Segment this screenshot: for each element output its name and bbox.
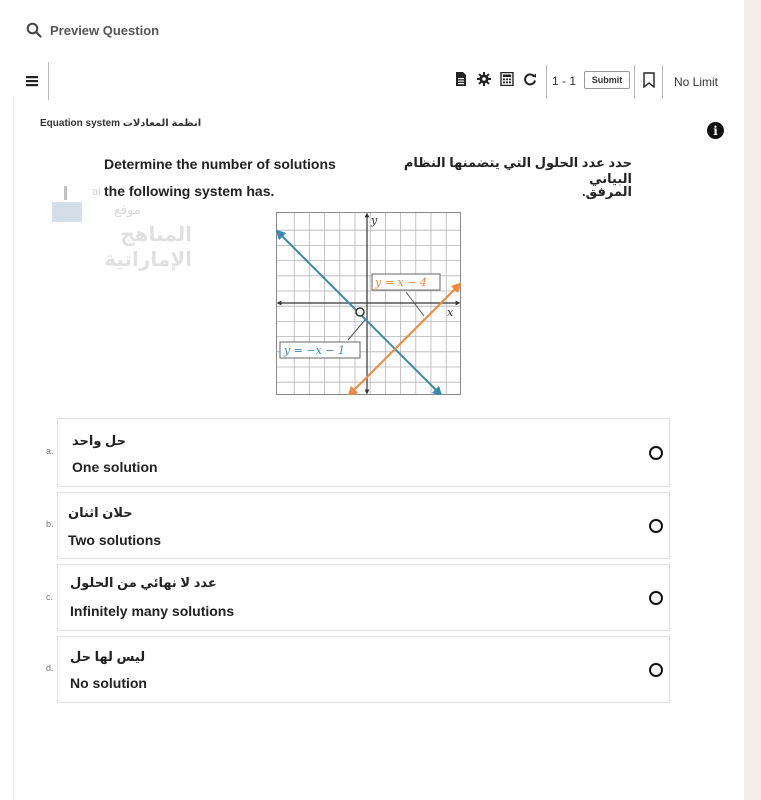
system-graph xyxy=(276,212,461,395)
option-b-text-ar: حلان اثنان xyxy=(68,505,133,520)
answer-option-d[interactable] xyxy=(57,636,670,703)
hamburger-icon[interactable] xyxy=(22,70,42,92)
option-c-text-ar: عدد لا نهائي من الحلول xyxy=(70,575,217,590)
option-c-text-en: Infinitely many solutions xyxy=(70,603,235,619)
option-a-letter: a. xyxy=(46,446,54,456)
option-a-text-en: One solution xyxy=(72,459,158,475)
page-title: Preview Question xyxy=(50,22,160,38)
option-b-letter: b. xyxy=(46,519,54,529)
option-d-letter: d. xyxy=(46,663,54,673)
option-a-text-ar: حل واحد xyxy=(72,433,126,448)
preview-header xyxy=(26,18,159,42)
search-icon xyxy=(26,22,42,38)
breadcrumb: انظمة المعادلات Equation system xyxy=(40,118,202,129)
divider xyxy=(662,65,663,99)
answer-option-b[interactable] xyxy=(57,492,670,559)
divider xyxy=(634,65,635,99)
radio-option-b[interactable] xyxy=(649,519,663,533)
question-text-ar-line2: المرفق. xyxy=(582,184,632,199)
bookmark-icon[interactable] xyxy=(642,72,656,88)
toolbar xyxy=(14,62,742,100)
radio-option-c[interactable] xyxy=(649,591,663,605)
page-indicator: 1 - 1 xyxy=(552,74,577,88)
gear-icon[interactable] xyxy=(477,72,491,86)
info-icon[interactable]: i xyxy=(707,122,724,139)
refresh-icon[interactable] xyxy=(523,72,537,86)
option-d-text-ar: ليس لها حل xyxy=(70,649,146,664)
radio-option-a[interactable] xyxy=(649,446,663,460)
option-b-text-en: Two solutions xyxy=(68,532,162,548)
y-axis-label: y xyxy=(371,214,378,227)
option-d-text-en: No solution xyxy=(70,675,147,691)
question-text-en: Determine the number of solutions xyxy=(104,156,336,172)
answer-option-c[interactable] xyxy=(57,564,670,631)
document-icon[interactable] xyxy=(454,72,468,86)
watermark-logo: ai موقع المناهج الإماراتية xyxy=(52,186,192,256)
option-c-letter: c. xyxy=(46,592,54,602)
answer-option-a[interactable] xyxy=(57,418,670,487)
calculator-icon[interactable] xyxy=(500,72,514,86)
radio-option-d[interactable] xyxy=(649,663,663,677)
right-edge-strip xyxy=(744,0,761,800)
divider xyxy=(546,65,547,99)
line2-label: y = x − 4 xyxy=(375,276,427,289)
time-limit: No Limit xyxy=(674,75,719,89)
line1-label: y = −x − 1 xyxy=(284,344,346,357)
intersection-marker xyxy=(356,308,364,316)
question-text-en-line2: the following system has. xyxy=(104,183,275,199)
x-axis-label: x xyxy=(447,306,454,319)
submit-button[interactable]: Submit xyxy=(584,71,630,89)
left-panel-edge xyxy=(0,96,14,800)
question-text-ar: حدد عدد الحلول التي يتضمنها النظام البياني xyxy=(403,155,632,186)
divider xyxy=(48,62,49,100)
